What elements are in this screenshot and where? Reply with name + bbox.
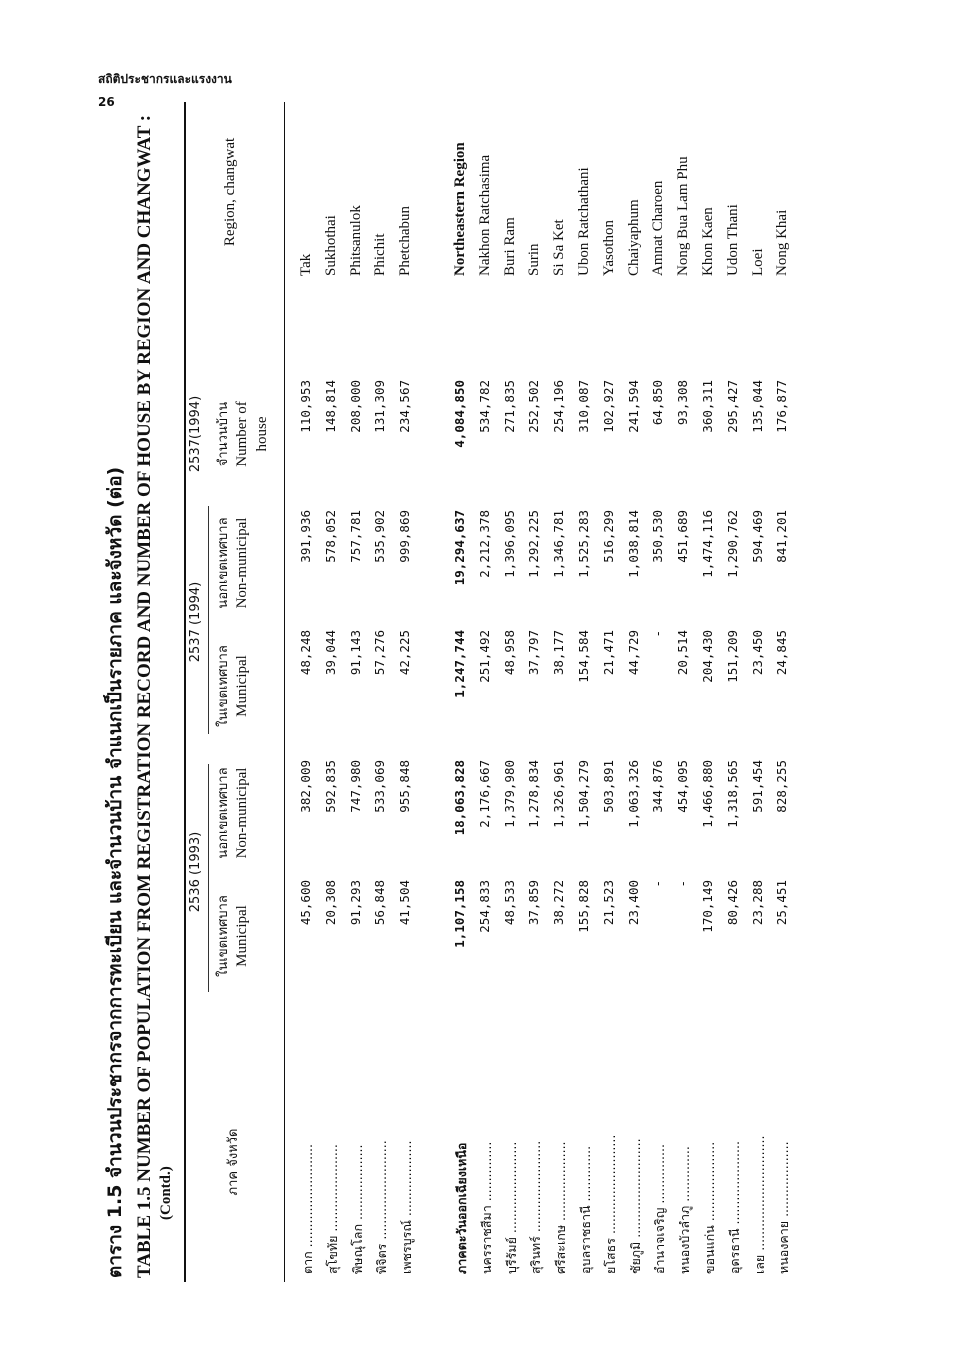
cell-n93: 1,063,326 <box>625 760 641 828</box>
cell-region-thai: หนองคาย ................... <box>776 1141 792 1274</box>
cell-region-thai: พิจิตร ......................... <box>374 1140 390 1274</box>
cell-region-en: Chaiyaphum <box>625 199 642 276</box>
table-row <box>477 102 501 1282</box>
cell-n93: 591,454 <box>749 760 765 813</box>
cell-n93: 1,466,880 <box>700 760 715 828</box>
cell-m93: 170,149 <box>700 880 715 933</box>
cell-house: 176,877 <box>774 380 790 433</box>
cell-n93: 382,009 <box>298 760 313 813</box>
cell-n94: 535,902 <box>372 510 388 563</box>
cell-m93: 80,426 <box>724 880 740 926</box>
cell-region-en: Phitsanulok <box>347 205 364 276</box>
cell-region-thai: อุบลราชธานี .............. <box>578 1145 593 1274</box>
header-year-1993: 2536 (1993) <box>188 831 203 913</box>
cell-region-thai: ตาก .......................... <box>300 1144 315 1274</box>
cell-m94: 23,450 <box>749 630 765 676</box>
cell-house: 252,502 <box>526 380 542 433</box>
cell-region-thai: ภาคตะวันออกเฉียงเหนือ <box>454 1142 469 1274</box>
cell-n94: 1,038,814 <box>625 510 641 578</box>
table-row <box>750 102 774 1282</box>
table-row <box>348 102 372 1282</box>
cell-m93: 45,600 <box>298 880 313 926</box>
table-row <box>323 102 347 1282</box>
cell-m93: 56,848 <box>372 880 388 926</box>
title-thai: ตาราง 1.5 จำนวนประชากรจากการทะเบียน และจำนวนบ้าน จำแนกเป็นรายภาค และจังหวัด (ต่อ) <box>104 466 126 1278</box>
cell-house: 234,567 <box>397 380 413 433</box>
cell-region-thai: ขอนแก่น .................... <box>702 1141 717 1274</box>
cell-n93: 1,379,980 <box>501 760 517 828</box>
cell-region-en: Sukhothai <box>322 215 339 276</box>
cell-region-en: Phetchabun <box>397 206 414 276</box>
cell-house: 64,850 <box>650 380 666 426</box>
cell-n93: 747,980 <box>347 760 363 813</box>
cell-m94: 57,276 <box>372 630 388 676</box>
cell-n93: 503,891 <box>600 760 616 813</box>
cell-m93: 23,288 <box>749 880 765 926</box>
cell-m94: 24,845 <box>774 630 790 676</box>
table-row <box>725 102 749 1282</box>
cell-region-thai: ชัยภูมิ ......................... <box>627 1138 643 1274</box>
cell-m93: 37,859 <box>526 880 542 926</box>
header-house-thai: จำนวนบ้าน <box>216 401 231 467</box>
title-contd: (Contd.) <box>158 1166 174 1220</box>
cell-house: 241,594 <box>625 380 641 433</box>
header-1994-rule <box>208 506 209 734</box>
table-row <box>626 102 650 1282</box>
cell-m93: 91,293 <box>347 880 363 926</box>
cell-house: 110,953 <box>298 380 313 433</box>
cell-region-thai: หนองบัวลำภู .............. <box>677 1146 693 1274</box>
cell-n94: 1,396,095 <box>501 510 517 578</box>
cell-n94: 2,212,378 <box>476 510 492 578</box>
header-nonmunicipal-en-1993: Non-municipal <box>234 767 250 859</box>
cell-region-en: Phichit <box>372 233 389 276</box>
table-title <box>100 98 175 1278</box>
cell-region-en: Surin <box>526 243 543 276</box>
cell-house: 148,814 <box>322 380 338 433</box>
cell-region-en: Udon Thani <box>724 204 741 276</box>
cell-n93: 344,876 <box>650 760 666 813</box>
cell-m94: 42,225 <box>397 630 413 676</box>
cell-m94: 21,471 <box>600 630 616 676</box>
cell-region-en: Loei <box>749 248 766 276</box>
cell-n94: 1,525,283 <box>576 510 591 578</box>
page-number: 26 <box>98 95 115 109</box>
cell-region-thai: เพชรบูรณ์ ................... <box>399 1140 415 1274</box>
table-row <box>700 102 724 1282</box>
cell-m93: 1,107,158 <box>452 880 467 948</box>
header-nonmunicipal-thai-1993: นอกเขตเทศบาล <box>216 767 231 859</box>
cell-region-en: Ubon Ratchathani <box>576 167 592 276</box>
table-row <box>774 102 798 1282</box>
cell-m94: 1,247,744 <box>452 630 467 698</box>
top-rule <box>184 102 186 1282</box>
cell-m93: 21,523 <box>600 880 616 926</box>
cell-n94: 578,052 <box>322 510 338 563</box>
table-row <box>397 102 421 1282</box>
cell-house: 4,084,850 <box>452 380 467 448</box>
cell-m94: 48,248 <box>298 630 313 676</box>
table-row <box>298 102 322 1282</box>
cell-house: 93,308 <box>675 380 691 426</box>
cell-m94: 39,044 <box>322 630 338 676</box>
cell-n94: 1,292,225 <box>526 510 542 578</box>
header-house-en-1: Number of <box>234 401 250 467</box>
cell-m93: - <box>675 880 691 888</box>
cell-n94: 757,781 <box>347 510 363 563</box>
cell-m93: 38,272 <box>551 880 567 926</box>
cell-m93: 25,451 <box>774 880 790 926</box>
cell-n94: 19,294,637 <box>452 510 467 586</box>
cell-region-en: Nakhon Ratchasima <box>476 154 493 276</box>
cell-n94: 350,530 <box>650 510 666 563</box>
cell-region-thai: ยโสธร ......................... <box>602 1134 618 1274</box>
cell-region-thai: สุรินทร์ ....................... <box>528 1140 544 1274</box>
header-year-1994-house: 2537(1994) <box>188 395 203 473</box>
cell-n93: 1,318,565 <box>724 760 740 828</box>
cell-region-thai: พิษณุโลก ................... <box>349 1144 365 1274</box>
table-row <box>551 102 575 1282</box>
cell-house: 360,311 <box>700 380 715 433</box>
cell-house: 295,427 <box>724 380 740 433</box>
cell-m93: 41,504 <box>397 880 413 926</box>
cell-m93: - <box>650 880 666 888</box>
cell-region-thai: นครราชสีมา ............... <box>478 1141 494 1274</box>
cell-region-en: Tak <box>298 253 314 276</box>
header-municipal-thai-1994: ในเขตเทศบาล <box>216 645 231 727</box>
header-1993-rule <box>208 764 209 992</box>
header-year-1994: 2537 (1994) <box>188 581 203 663</box>
cell-region-en: Nong Bua Lam Phu <box>675 156 692 276</box>
cell-m93: 20,308 <box>322 880 338 926</box>
cell-m94: 204,430 <box>700 630 715 683</box>
cell-m93: 23,400 <box>625 880 641 926</box>
cell-m93: 254,833 <box>476 880 492 933</box>
cell-m94: 151,209 <box>724 630 740 683</box>
cell-n93: 828,255 <box>774 760 790 813</box>
cell-n94: 1,474,116 <box>700 510 715 578</box>
table-row <box>675 102 699 1282</box>
header-house-en-2: house <box>254 416 270 452</box>
cell-m94: 37,797 <box>526 630 542 676</box>
cell-region-en: Northeastern Region <box>452 142 468 276</box>
header-municipal-en-1993: Municipal <box>234 905 250 967</box>
cell-n94: 1,290,762 <box>724 510 740 578</box>
cell-n93: 454,095 <box>675 760 691 813</box>
cell-region-thai: อุดรธานี ..................... <box>726 1141 742 1274</box>
cell-m94: 44,729 <box>625 630 641 676</box>
cell-n93: 955,848 <box>397 760 413 813</box>
header-nonmunicipal-en-1994: Non-municipal <box>234 517 250 609</box>
cell-n93: 18,063,828 <box>452 760 467 836</box>
cell-house: 102,927 <box>600 380 616 433</box>
header-region-thai: ภาค จังหวัด <box>226 1128 241 1196</box>
cell-n93: 1,326,961 <box>551 760 567 828</box>
cell-m94: - <box>650 630 666 638</box>
cell-region-thai: เลย ............................. <box>751 1135 767 1274</box>
cell-m94: 91,143 <box>347 630 363 676</box>
table-row <box>650 102 674 1282</box>
cell-n94: 391,936 <box>298 510 313 563</box>
cell-region-en: Buri Ram <box>501 217 518 276</box>
table-row <box>372 102 396 1282</box>
header-rule <box>284 102 285 1282</box>
cell-region-thai: บุรีรัมย์ ....................... <box>503 1141 519 1274</box>
cell-region-thai: สุโขทัย ...................... <box>324 1144 340 1274</box>
cell-region-thai: อำนาจเจริญ ............... <box>652 1144 668 1274</box>
cell-m94: 20,514 <box>675 630 691 676</box>
table-row <box>452 102 476 1282</box>
cell-n94: 841,201 <box>774 510 790 563</box>
cell-n94: 516,299 <box>600 510 616 563</box>
cell-house: 254,196 <box>551 380 567 433</box>
cell-n94: 594,469 <box>749 510 765 563</box>
cell-n93: 2,176,667 <box>476 760 492 828</box>
table-row <box>601 102 625 1282</box>
cell-region-en: Amnat Charoen <box>650 180 667 276</box>
cell-house: 135,044 <box>749 380 765 433</box>
cell-region-en: Yasothon <box>600 220 617 276</box>
cell-house: 271,835 <box>501 380 517 433</box>
cell-n93: 1,504,279 <box>576 760 591 828</box>
cell-m93: 48,533 <box>501 880 517 926</box>
cell-n94: 451,689 <box>675 510 691 563</box>
header-municipal-en-1994: Municipal <box>234 655 250 717</box>
cell-region-thai: ศรีสะเกษ .................... <box>553 1141 569 1274</box>
header-nonmunicipal-thai-1994: นอกเขตเทศบาล <box>216 517 231 609</box>
cell-house: 310,087 <box>576 380 591 433</box>
cell-house: 131,309 <box>372 380 388 433</box>
book-title: สถิติประชากรและแรงงาน <box>98 72 232 86</box>
cell-m94: 251,492 <box>476 630 492 683</box>
cell-n93: 592,835 <box>322 760 338 813</box>
header-municipal-thai-1993: ในเขตเทศบาล <box>216 895 231 977</box>
table-row <box>576 102 600 1282</box>
cell-n94: 1,346,781 <box>551 510 567 578</box>
cell-m94: 48,958 <box>501 630 517 676</box>
cell-region-en: Khon Kaen <box>700 207 716 276</box>
cell-house: 208,000 <box>347 380 363 433</box>
table-row <box>502 102 526 1282</box>
cell-m94: 154,584 <box>576 630 591 683</box>
cell-house: 534,782 <box>476 380 492 433</box>
rotated-page-content <box>100 90 860 1290</box>
cell-n94: 999,869 <box>397 510 413 563</box>
cell-m94: 38,177 <box>551 630 567 676</box>
header-region-en: Region, changwat <box>222 137 238 247</box>
cell-n93: 1,278,834 <box>526 760 542 828</box>
table-row <box>526 102 550 1282</box>
cell-region-en: Si Sa Ket <box>551 219 568 276</box>
cell-region-en: Nong Khai <box>774 209 791 276</box>
cell-m93: 155,828 <box>576 880 591 933</box>
cell-n93: 533,069 <box>372 760 388 813</box>
title-english: TABLE 1.5 NUMBER OF POPULATION FROM REGISTRATION RECORD AND NUMBER OF HOUSE BY REGION AND CHANGWAT : <box>134 114 155 1278</box>
